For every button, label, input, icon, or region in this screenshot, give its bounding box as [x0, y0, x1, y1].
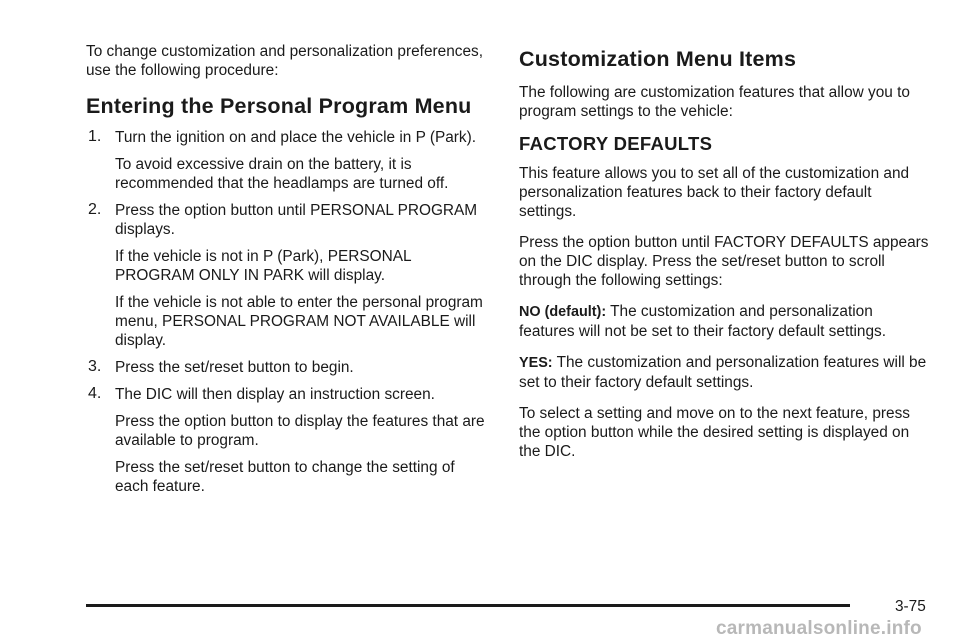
select-setting-instructions: To select a setting and move on to the next feature, press the option button while the desired setting is displayed on the DIC.	[519, 405, 910, 460]
section-heading-personal-program: Entering the Personal Program Menu	[86, 94, 472, 118]
step-note: If the vehicle is not in P (Park), PERSONAL PROGRAM ONLY IN PARK will display.	[115, 248, 411, 284]
page-number: 3-75	[895, 598, 926, 615]
option-description: The customization and personalization features will not be set to their factory default settings.	[519, 303, 887, 340]
intro-paragraph: To change customization and personalization preferences, use the following procedure:	[86, 43, 483, 79]
step-note: Press the set/reset button to change the setting of each feature.	[115, 459, 455, 495]
step-note: If the vehicle is not able to enter the personal program menu, PERSONAL PROGRAM NOT AVAILABLE will display.	[115, 294, 483, 349]
step-text: The DIC will then display an instruction screen.	[115, 386, 435, 403]
step-text: Press the option button until PERSONAL PROGRAM displays.	[115, 202, 478, 238]
left-column	[86, 42, 486, 504]
factory-defaults-description: This feature allows you to set all of the customization and personalization features back to their factory default settings.	[519, 165, 910, 220]
step-text: Press the set/reset button to begin.	[115, 359, 354, 376]
step-3	[86, 358, 486, 377]
factory-defaults-instructions: Press the option button until FACTORY DEFAULTS appears on the DIC display. Press the set/reset button to scroll through the following settings:	[519, 234, 929, 289]
step-number: 4.	[88, 385, 102, 402]
watermark: carmanualsonline.info	[716, 618, 922, 639]
step-number: 2.	[88, 201, 102, 218]
step-1	[86, 128, 486, 147]
option-description: The customization and personalization features will be set to their factory default settings.	[519, 354, 927, 391]
footer-rule	[86, 604, 850, 607]
option-label: NO (default):	[519, 304, 607, 320]
option-no-default	[519, 302, 929, 341]
option-yes	[519, 353, 929, 392]
option-label: YES:	[519, 355, 553, 371]
step-4	[86, 385, 486, 404]
step-2	[86, 201, 486, 239]
step-text: Turn the ignition on and place the vehicle in P (Park).	[115, 129, 477, 146]
section-heading-customization-menu-items: Customization Menu Items	[519, 47, 797, 71]
customization-intro: The following are customization features that allow you to program settings to the vehicle:	[519, 84, 910, 120]
right-column	[519, 42, 929, 473]
step-note: To avoid excessive drain on the battery, it is recommended that the headlamps are turned off.	[115, 156, 449, 192]
step-number: 3.	[88, 358, 102, 375]
step-number: 1.	[88, 128, 102, 145]
step-note: Press the option button to display the features that are available to program.	[115, 413, 485, 449]
subheading-factory-defaults: FACTORY DEFAULTS	[519, 133, 713, 154]
